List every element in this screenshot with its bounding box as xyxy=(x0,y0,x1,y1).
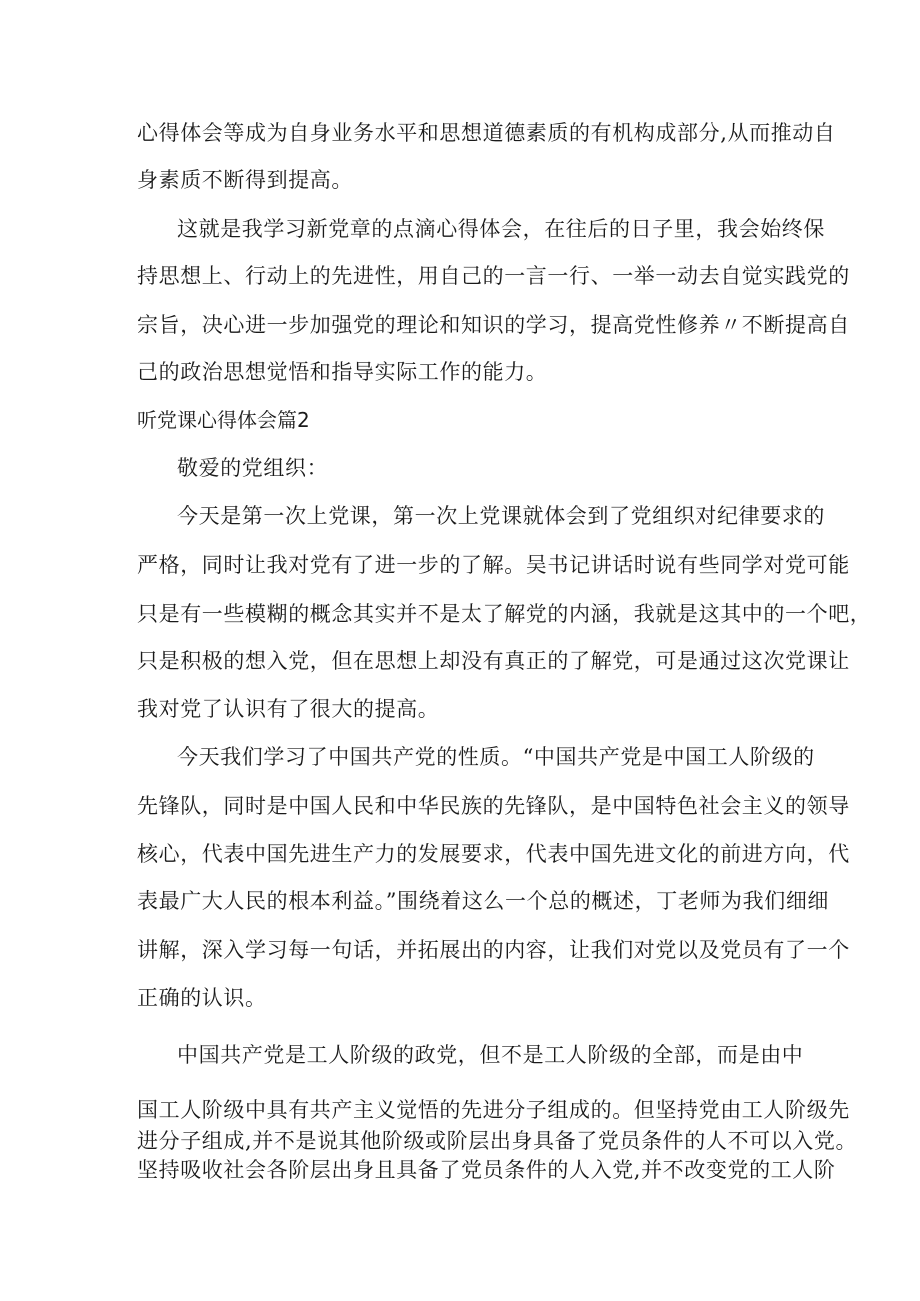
text-line: 今天是第一次上党课，第一次上党课就体会到了党组织对纪律要求的 xyxy=(177,504,825,528)
text-line: 讲解，深入学习每一句话，并拓展出的内容，让我们对党以及党员有了一个 xyxy=(137,938,850,962)
salutation: 敬爱的党组织： xyxy=(177,456,329,480)
text-line: 先锋队，同时是中国人民和中华民族的先锋队，是中国特色社会主义的领导 xyxy=(137,794,850,818)
text-line: 坚持吸收社会各阶层出身且具备了党员条件的人入党,并不改变党的工人阶 xyxy=(137,1158,836,1182)
text-line: 持思想上、行动上的先进性，用自己的一言一行、一举一动去自觉实践党的 xyxy=(137,264,850,288)
text-line: 己的政治思想觉悟和指导实际工作的能力。 xyxy=(137,360,548,384)
text-line: 国工人阶级中具有共产主义觉悟的先进分子组成的。但坚持党由工人阶级先 xyxy=(137,1098,850,1122)
text-line: 严格，同时让我对党有了进一步的了解。吴书记讲话时说有些同学对党可能 xyxy=(137,553,850,577)
text-line: 宗旨，决心进一步加强党的理论和知识的学习，提高党性修养〃不断提高自 xyxy=(137,313,850,337)
text-line: 今天我们学习了中国共产党的性质。“中国共产党是中国工人阶级的 xyxy=(177,745,815,769)
text-line: 核心，代表中国先进生产力的发展要求，代表中国先进文化的前进方向，代 xyxy=(137,842,850,866)
text-line: 心得体会等成为自身业务水平和思想道德素质的有机构成部分,从而推动自 xyxy=(137,121,836,145)
text-line: 我对党了认识有了很大的提高。 xyxy=(137,697,440,721)
text-line: 身素质不断得到提高。 xyxy=(137,168,353,192)
text-line: 进分子组成,并不是说其他阶级或阶层出身具备了党员条件的人不可以入党。 xyxy=(137,1129,858,1153)
text-line: 中国共产党是工人阶级的政党，但不是工人阶级的全部，而是由中 xyxy=(177,1043,804,1067)
text-line: 这就是我学习新党章的点滴心得体会，在往后的日子里，我会始终保 xyxy=(177,217,825,241)
text-line: 表最广大人民的根本利益。”围绕着这么一个总的概述，丁老师为我们细细 xyxy=(137,889,830,913)
text-line: 正确的认识。 xyxy=(137,986,267,1010)
section-heading: 听党课心得体会篇2 xyxy=(137,408,310,432)
text-line: 只是积极的想入党，但在思想上却没有真正的了解党，可是通过这次党课让 xyxy=(137,649,850,673)
text-line: 只是有一些模糊的概念其实并不是太了解党的内涵，我就是这其中的一个吧， xyxy=(137,602,872,626)
